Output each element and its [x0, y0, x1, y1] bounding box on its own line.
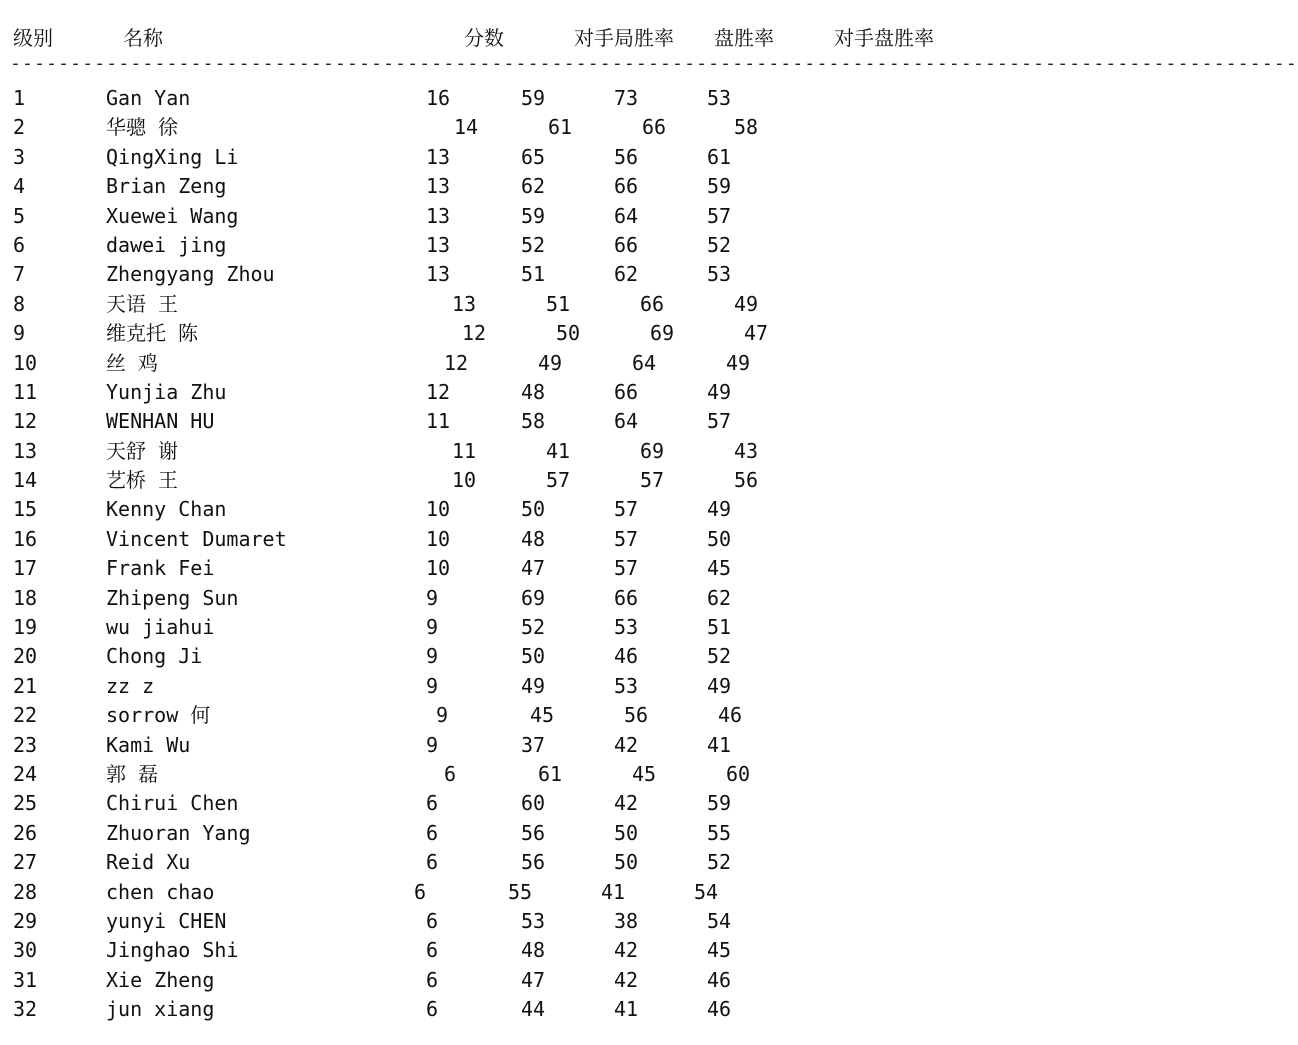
name-cell: jun xiang — [106, 997, 215, 1022]
disc-win-rate-cell: 66 — [642, 115, 667, 140]
score-cell: 6 — [426, 820, 439, 845]
table-row — [0, 349, 1080, 378]
rank-cell: 20 — [13, 644, 38, 669]
table-row — [0, 260, 1080, 289]
disc-win-rate-cell: 66 — [614, 174, 639, 199]
rank-cell: 25 — [13, 791, 38, 816]
disc-win-rate-cell: 66 — [640, 291, 665, 316]
opp-game-win-rate-cell: 51 — [546, 291, 571, 316]
rank-cell: 24 — [13, 761, 38, 786]
disc-win-rate-cell: 57 — [640, 468, 665, 493]
disc-win-rate-cell: 66 — [614, 585, 639, 610]
disc-win-rate-cell: 66 — [614, 379, 639, 404]
header-rank: 级别 — [13, 26, 53, 50]
table-row — [0, 701, 1080, 730]
score-cell: 12 — [444, 350, 469, 375]
header-opp-disc-win-rate: 对手盘胜率 — [834, 26, 934, 50]
table-row — [0, 672, 1080, 701]
opp-game-win-rate-cell: 50 — [556, 321, 581, 346]
name-cell: 华骢 徐 — [106, 115, 179, 140]
name-cell: 天语 王 — [106, 291, 179, 316]
score-cell: 13 — [426, 203, 451, 228]
opp-disc-win-rate-cell: 56 — [734, 468, 759, 493]
disc-win-rate-cell: 41 — [614, 997, 639, 1022]
table-header — [0, 0, 1080, 60]
rank-cell: 22 — [13, 703, 38, 728]
opp-game-win-rate-cell: 59 — [521, 86, 546, 110]
score-cell: 10 — [426, 526, 451, 551]
disc-win-rate-cell: 50 — [614, 850, 639, 875]
name-cell: Frank Fei — [106, 556, 215, 581]
opp-game-win-rate-cell: 45 — [530, 703, 555, 728]
table-row — [0, 584, 1080, 613]
table-row — [0, 113, 1080, 142]
name-cell: Chong Ji — [106, 644, 203, 669]
disc-win-rate-cell: 69 — [640, 438, 665, 463]
score-cell: 6 — [426, 908, 439, 933]
score-cell: 14 — [454, 115, 479, 140]
opp-game-win-rate-cell: 50 — [521, 644, 546, 669]
opp-game-win-rate-cell: 50 — [521, 497, 546, 522]
table-row — [0, 172, 1080, 201]
table-row — [0, 319, 1080, 348]
standings-table — [0, 84, 1080, 1045]
disc-win-rate-cell: 38 — [614, 908, 639, 933]
opp-disc-win-rate-cell: 41 — [707, 732, 732, 757]
rank-cell: 18 — [13, 585, 38, 610]
name-cell: 郭 磊 — [106, 761, 159, 786]
table-row — [0, 995, 1080, 1024]
name-cell: 艺桥 王 — [106, 468, 179, 493]
table-row — [0, 760, 1080, 789]
rank-cell: 31 — [13, 967, 38, 992]
opp-game-win-rate-cell: 37 — [521, 732, 546, 757]
score-cell: 9 — [426, 732, 439, 757]
score-cell: 10 — [452, 468, 477, 493]
opp-disc-win-rate-cell: 46 — [707, 997, 732, 1022]
rank-cell: 21 — [13, 673, 38, 698]
header-score: 分数 — [464, 26, 504, 50]
table-row — [0, 84, 1080, 113]
opp-game-win-rate-cell: 56 — [521, 820, 546, 845]
rank-cell: 15 — [13, 497, 38, 522]
table-row — [0, 525, 1080, 554]
opp-game-win-rate-cell: 53 — [521, 908, 546, 933]
score-cell: 13 — [426, 262, 451, 287]
rank-cell: 28 — [13, 879, 38, 904]
opp-disc-win-rate-cell: 57 — [707, 409, 732, 434]
rank-cell: 5 — [13, 203, 26, 228]
opp-game-win-rate-cell: 62 — [521, 174, 546, 199]
name-cell: Yunjia Zhu — [106, 379, 227, 404]
name-cell: Gan Yan — [106, 86, 191, 110]
table-row — [0, 819, 1080, 848]
name-cell: Xie Zheng — [106, 967, 215, 992]
rank-cell: 27 — [13, 850, 38, 875]
disc-win-rate-cell: 57 — [614, 526, 639, 551]
score-cell: 6 — [426, 850, 439, 875]
rank-cell: 29 — [13, 908, 38, 933]
opp-game-win-rate-cell: 61 — [538, 761, 563, 786]
disc-win-rate-cell: 56 — [624, 703, 649, 728]
opp-disc-win-rate-cell: 46 — [718, 703, 743, 728]
opp-game-win-rate-cell: 47 — [521, 967, 546, 992]
name-cell: QingXing Li — [106, 144, 239, 169]
name-cell: 丝 鸡 — [106, 350, 159, 375]
score-cell: 10 — [426, 497, 451, 522]
name-cell: Zhengyang Zhou — [106, 262, 275, 287]
opp-disc-win-rate-cell: 49 — [734, 291, 759, 316]
opp-disc-win-rate-cell: 49 — [707, 673, 732, 698]
table-row — [0, 143, 1080, 172]
opp-game-win-rate-cell: 48 — [521, 379, 546, 404]
score-cell: 6 — [426, 938, 439, 963]
opp-game-win-rate-cell: 52 — [521, 615, 546, 640]
opp-game-win-rate-cell: 59 — [521, 203, 546, 228]
rank-cell: 16 — [13, 526, 38, 551]
rank-cell: 19 — [13, 615, 38, 640]
disc-win-rate-cell: 57 — [614, 497, 639, 522]
disc-win-rate-cell: 46 — [614, 644, 639, 669]
opp-game-win-rate-cell: 58 — [521, 409, 546, 434]
header-divider: ----------------------------------------------------------------------------------------------------------- — [10, 53, 1298, 74]
table-row — [0, 466, 1080, 495]
opp-disc-win-rate-cell: 49 — [707, 379, 732, 404]
opp-disc-win-rate-cell: 58 — [734, 115, 759, 140]
table-row — [0, 437, 1080, 466]
name-cell: 维克托 陈 — [106, 321, 199, 346]
opp-game-win-rate-cell: 60 — [521, 791, 546, 816]
score-cell: 13 — [426, 174, 451, 199]
opp-disc-win-rate-cell: 52 — [707, 644, 732, 669]
table-row — [0, 848, 1080, 877]
table-row — [0, 202, 1080, 231]
opp-game-win-rate-cell: 51 — [521, 262, 546, 287]
rank-cell: 23 — [13, 732, 38, 757]
header-name: 名称 — [123, 26, 163, 50]
rank-cell: 4 — [13, 174, 26, 199]
rank-cell: 14 — [13, 468, 38, 493]
opp-game-win-rate-cell: 41 — [546, 438, 571, 463]
score-cell: 6 — [426, 997, 439, 1022]
name-cell: Reid Xu — [106, 850, 191, 875]
table-row — [0, 378, 1080, 407]
disc-win-rate-cell: 42 — [614, 732, 639, 757]
name-cell: Vincent Dumaret — [106, 526, 287, 551]
score-cell: 9 — [426, 615, 439, 640]
score-cell: 6 — [426, 967, 439, 992]
opp-disc-win-rate-cell: 45 — [707, 938, 732, 963]
table-row — [0, 495, 1080, 524]
table-row — [0, 789, 1080, 818]
table-row — [0, 731, 1080, 760]
disc-win-rate-cell: 66 — [614, 232, 639, 257]
name-cell: dawei jing — [106, 232, 227, 257]
opp-disc-win-rate-cell: 47 — [744, 321, 769, 346]
name-cell: Zhuoran Yang — [106, 820, 251, 845]
score-cell: 6 — [444, 761, 457, 786]
name-cell: sorrow 何 — [106, 703, 211, 728]
disc-win-rate-cell: 53 — [614, 673, 639, 698]
name-cell: Kenny Chan — [106, 497, 227, 522]
disc-win-rate-cell: 64 — [632, 350, 657, 375]
table-row — [0, 407, 1080, 436]
name-cell: Xuewei Wang — [106, 203, 239, 228]
rank-cell: 1 — [13, 86, 26, 110]
score-cell: 13 — [426, 232, 451, 257]
rank-cell: 17 — [13, 556, 38, 581]
name-cell: Zhipeng Sun — [106, 585, 239, 610]
disc-win-rate-cell: 42 — [614, 938, 639, 963]
table-row — [0, 231, 1080, 260]
opp-game-win-rate-cell: 48 — [521, 938, 546, 963]
name-cell: Chirui Chen — [106, 791, 239, 816]
opp-disc-win-rate-cell: 51 — [707, 615, 732, 640]
opp-disc-win-rate-cell: 62 — [707, 585, 732, 610]
name-cell: Jinghao Shi — [106, 938, 239, 963]
opp-disc-win-rate-cell: 52 — [707, 232, 732, 257]
opp-disc-win-rate-cell: 59 — [707, 174, 732, 199]
name-cell: chen chao — [106, 879, 215, 904]
header-disc-win-rate: 盘胜率 — [714, 26, 774, 50]
rank-cell: 6 — [13, 232, 26, 257]
opp-disc-win-rate-cell: 59 — [707, 791, 732, 816]
opp-disc-win-rate-cell: 52 — [707, 850, 732, 875]
rank-cell: 10 — [13, 350, 38, 375]
opp-game-win-rate-cell: 49 — [538, 350, 563, 375]
score-cell: 6 — [414, 879, 427, 904]
disc-win-rate-cell: 41 — [601, 879, 626, 904]
opp-disc-win-rate-cell: 53 — [707, 86, 732, 110]
opp-disc-win-rate-cell: 61 — [707, 144, 732, 169]
score-cell: 13 — [452, 291, 477, 316]
name-cell: zz z — [106, 673, 155, 698]
disc-win-rate-cell: 64 — [614, 409, 639, 434]
score-cell: 9 — [426, 585, 439, 610]
name-cell: Kami Wu — [106, 732, 191, 757]
opp-game-win-rate-cell: 49 — [521, 673, 546, 698]
disc-win-rate-cell: 56 — [614, 144, 639, 169]
score-cell: 9 — [426, 644, 439, 669]
opp-disc-win-rate-cell: 53 — [707, 262, 732, 287]
score-cell: 9 — [436, 703, 449, 728]
rank-cell: 30 — [13, 938, 38, 963]
disc-win-rate-cell: 50 — [614, 820, 639, 845]
rank-cell: 8 — [13, 291, 26, 316]
table-row — [0, 642, 1080, 671]
disc-win-rate-cell: 53 — [614, 615, 639, 640]
rank-cell: 13 — [13, 438, 38, 463]
opp-disc-win-rate-cell: 46 — [707, 967, 732, 992]
opp-game-win-rate-cell: 61 — [548, 115, 573, 140]
score-cell: 9 — [426, 673, 439, 698]
name-cell: Brian Zeng — [106, 174, 227, 199]
opp-game-win-rate-cell: 47 — [521, 556, 546, 581]
opp-disc-win-rate-cell: 45 — [707, 556, 732, 581]
score-cell: 10 — [426, 556, 451, 581]
name-cell: wu jiahui — [106, 615, 215, 640]
table-row — [0, 613, 1080, 642]
name-cell: 天舒 谢 — [106, 438, 179, 463]
rank-cell: 9 — [13, 321, 26, 346]
header-opp-game-win-rate: 对手局胜率 — [574, 26, 674, 50]
rank-cell: 3 — [13, 144, 26, 169]
rank-cell: 2 — [13, 115, 26, 140]
score-cell: 11 — [426, 409, 451, 434]
disc-win-rate-cell: 42 — [614, 967, 639, 992]
rank-cell: 12 — [13, 409, 38, 434]
disc-win-rate-cell: 45 — [632, 761, 657, 786]
opp-disc-win-rate-cell: 49 — [707, 497, 732, 522]
score-cell: 11 — [452, 438, 477, 463]
score-cell: 12 — [462, 321, 487, 346]
disc-win-rate-cell: 69 — [650, 321, 675, 346]
opp-game-win-rate-cell: 52 — [521, 232, 546, 257]
name-cell: yunyi CHEN — [106, 908, 227, 933]
table-row — [0, 966, 1080, 995]
disc-win-rate-cell: 57 — [614, 556, 639, 581]
score-cell: 16 — [426, 86, 451, 110]
score-cell: 13 — [426, 144, 451, 169]
opp-game-win-rate-cell: 44 — [521, 997, 546, 1022]
table-row — [0, 290, 1080, 319]
rank-cell: 11 — [13, 379, 38, 404]
rank-cell: 26 — [13, 820, 38, 845]
score-cell: 12 — [426, 379, 451, 404]
opp-disc-win-rate-cell: 50 — [707, 526, 732, 551]
score-cell: 6 — [426, 791, 439, 816]
table-row — [0, 878, 1080, 907]
opp-game-win-rate-cell: 69 — [521, 585, 546, 610]
opp-game-win-rate-cell: 57 — [546, 468, 571, 493]
disc-win-rate-cell: 62 — [614, 262, 639, 287]
name-cell: WENHAN HU — [106, 409, 215, 434]
disc-win-rate-cell: 64 — [614, 203, 639, 228]
disc-win-rate-cell: 73 — [614, 86, 639, 110]
table-row — [0, 936, 1080, 965]
opp-disc-win-rate-cell: 49 — [726, 350, 751, 375]
opp-disc-win-rate-cell: 57 — [707, 203, 732, 228]
opp-game-win-rate-cell: 65 — [521, 144, 546, 169]
opp-disc-win-rate-cell: 54 — [707, 908, 732, 933]
opp-game-win-rate-cell: 55 — [508, 879, 533, 904]
rank-cell: 32 — [13, 997, 38, 1022]
opp-disc-win-rate-cell: 54 — [694, 879, 719, 904]
opp-disc-win-rate-cell: 60 — [726, 761, 751, 786]
opp-disc-win-rate-cell: 43 — [734, 438, 759, 463]
opp-game-win-rate-cell: 48 — [521, 526, 546, 551]
opp-disc-win-rate-cell: 55 — [707, 820, 732, 845]
disc-win-rate-cell: 42 — [614, 791, 639, 816]
table-row — [0, 554, 1080, 583]
rank-cell: 7 — [13, 262, 26, 287]
table-row — [0, 907, 1080, 936]
opp-game-win-rate-cell: 56 — [521, 850, 546, 875]
